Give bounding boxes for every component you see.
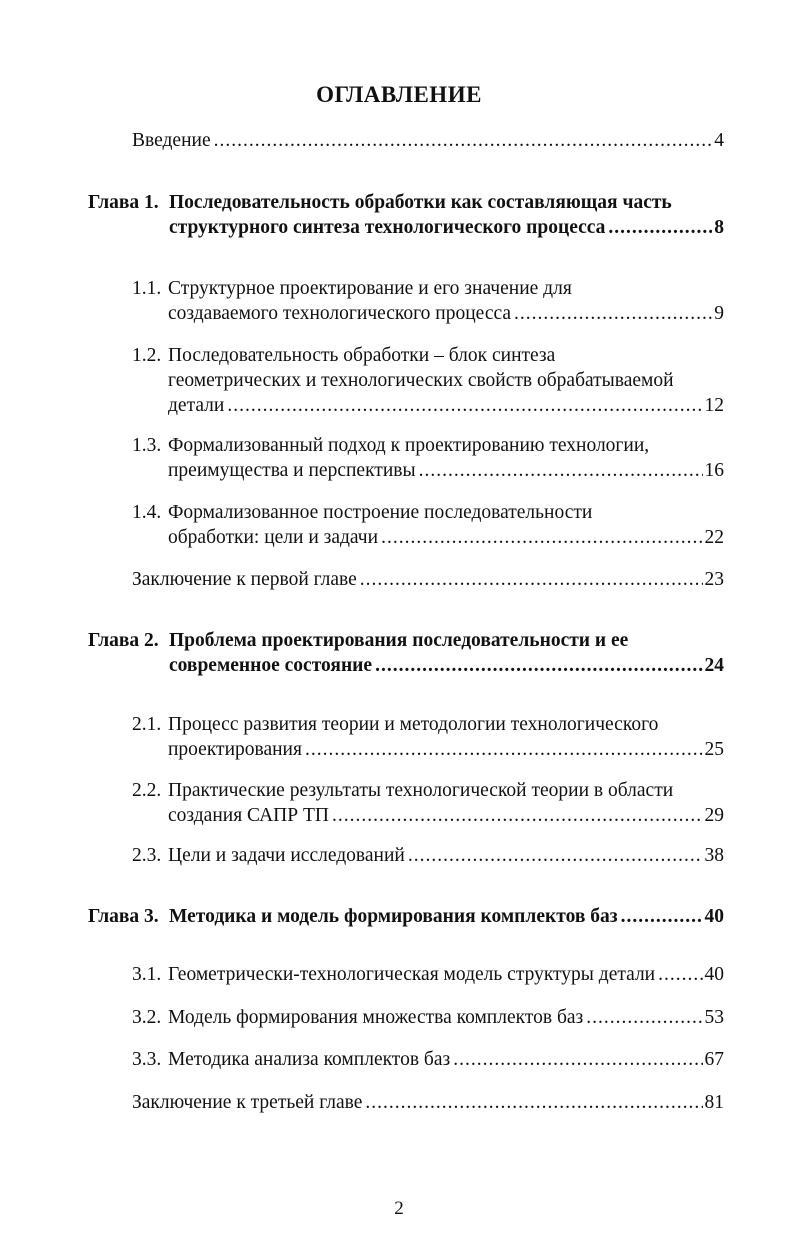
toc-entry-page: 4 [714, 130, 724, 151]
leader-dots [227, 393, 702, 418]
toc-section-1-1[interactable] [132, 276, 724, 326]
chapter-title-line: Проблема проектирования последовательности и ее [169, 630, 629, 651]
toc-entry-page: 29 [704, 805, 724, 826]
section-title-line: Методика анализа комплектов баз [168, 1049, 451, 1070]
leader-dots [305, 737, 703, 762]
section-number: 3.3. [132, 1049, 162, 1070]
toc-section-3-3[interactable] [132, 1047, 724, 1072]
section-number: 2.2. [132, 780, 162, 801]
leader-dots [381, 525, 702, 550]
toc-entry-page: 38 [704, 845, 724, 866]
section-title-line: геометрических и технологических свойств обрабатываемой [168, 370, 674, 391]
toc-section-1-2[interactable] [132, 343, 724, 418]
section-title-line: Процесс развития теории и методологии технологического [168, 714, 659, 735]
chapter-title-line: структурного синтеза технологического процесса [169, 217, 606, 238]
leader-dots [332, 803, 703, 828]
leader-dots [658, 962, 702, 987]
section-title-line: Структурное проектирование и его значение для [168, 278, 572, 299]
chapter-number: Глава 2. [88, 630, 159, 651]
toc-section-1-3[interactable] [132, 433, 724, 483]
section-number: 3.2. [132, 1007, 162, 1028]
toc-entry-page: 67 [704, 1049, 724, 1070]
leader-dots [514, 301, 712, 326]
leader-dots [419, 458, 703, 483]
section-number: 1.4. [132, 502, 162, 523]
page-number: 2 [394, 1198, 404, 1219]
toc-section-2-1[interactable] [132, 712, 724, 762]
toc-entry-page: 25 [704, 739, 724, 760]
section-number: 2.1. [132, 714, 162, 735]
leader-dots [408, 843, 703, 868]
toc-entry-label: Заключение к третьей главе [132, 1092, 363, 1113]
toc-section-3-1[interactable] [132, 962, 724, 987]
toc-section-2-3[interactable] [132, 843, 724, 868]
leader-dots [586, 1005, 702, 1030]
toc-entry-page: 9 [714, 303, 724, 324]
toc-conclusion-1[interactable] [132, 567, 724, 592]
section-title-line: Цели и задачи исследований [168, 845, 405, 866]
toc-entry-label: Введение [132, 130, 211, 151]
toc-chapter-2[interactable] [88, 628, 724, 678]
leader-dots [375, 653, 702, 678]
leader-dots [365, 1090, 702, 1115]
toc-entry-page: 24 [704, 655, 724, 676]
section-title-line: проектирования [168, 739, 302, 760]
section-number: 1.3. [132, 435, 162, 456]
toc-entry-page: 22 [704, 527, 724, 548]
toc-section-3-2[interactable] [132, 1005, 724, 1030]
toc-section-1-4[interactable] [132, 500, 724, 550]
section-number: 1.1. [132, 278, 162, 299]
section-title-line: создаваемого технологического процесса [168, 303, 512, 324]
section-title-line: обработки: цели и задачи [168, 527, 379, 548]
toc-entry-page: 40 [704, 964, 724, 985]
toc-entry-page: 8 [714, 217, 724, 238]
section-title-line: детали [168, 395, 225, 416]
toc-section-2-2[interactable] [132, 778, 724, 828]
section-title-line: Формализованное построение последовательности [168, 502, 593, 523]
leader-dots [360, 567, 703, 592]
section-title-line: Модель формирования множества комплектов баз [168, 1007, 584, 1028]
leader-dots [621, 904, 703, 929]
chapter-title-line: Последовательность обработки как составляющая часть [169, 192, 672, 213]
toc-entry-page: 40 [704, 906, 724, 927]
toc-entry-page: 81 [704, 1092, 724, 1113]
section-number: 3.1. [132, 964, 162, 985]
chapter-title-line: современное состояние [169, 655, 373, 676]
section-title-line: Практические результаты технологической теории в области [168, 780, 674, 801]
leader-dots [214, 128, 713, 153]
section-title-line: Геометрически-технологическая модель структуры детали [168, 964, 656, 985]
toc-chapter-3[interactable] [88, 904, 724, 929]
section-title-line: создания САПР ТП [168, 805, 329, 826]
leader-dots [453, 1047, 702, 1072]
leader-dots [608, 215, 712, 240]
section-title-line: Формализованный подход к проектированию технологии, [168, 435, 650, 456]
section-title-line: Последовательность обработки – блок синтеза [168, 345, 556, 366]
toc-entry-intro[interactable] [132, 128, 724, 153]
toc-title: ОГЛАВЛЕНИЕ [316, 82, 482, 107]
toc-entry-label: Заключение к первой главе [132, 569, 357, 590]
chapter-number: Глава 1. [88, 192, 159, 213]
toc-chapter-1[interactable] [88, 190, 724, 240]
section-number: 2.3. [132, 845, 162, 866]
chapter-number: Глава 3. [88, 906, 159, 927]
toc-conclusion-3[interactable] [132, 1090, 724, 1115]
toc-entry-page: 12 [704, 395, 724, 416]
section-number: 1.2. [132, 345, 162, 366]
section-title-line: преимущества и перспективы [168, 460, 416, 481]
toc-entry-page: 23 [704, 569, 724, 590]
toc-entry-page: 53 [704, 1007, 724, 1028]
chapter-title-line: Методика и модель формирования комплектов баз [169, 906, 618, 927]
toc-entry-page: 16 [704, 460, 724, 481]
